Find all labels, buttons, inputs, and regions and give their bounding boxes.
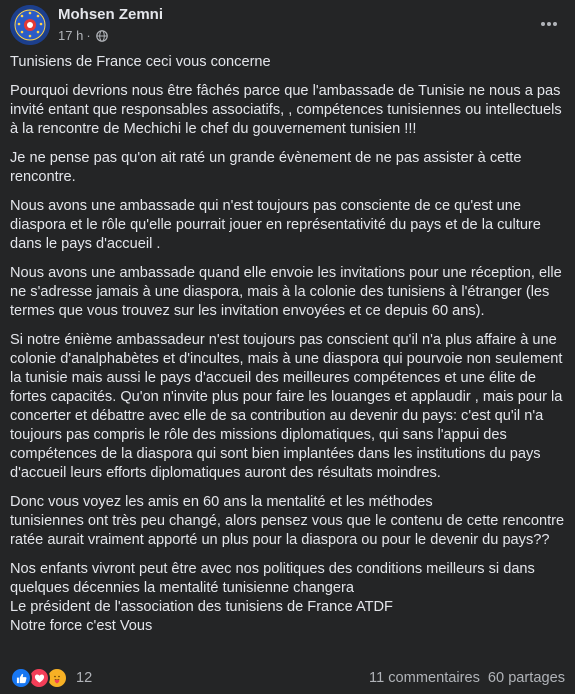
post-meta: [58, 28, 108, 43]
reactions-summary[interactable]: [10, 667, 92, 689]
avatar[interactable]: [10, 5, 50, 45]
meta-separator: ·: [86, 28, 91, 43]
reaction-count: 12: [76, 670, 93, 686]
post-header: [0, 0, 575, 52]
author-name[interactable]: Mohsen Zemni: [58, 6, 164, 23]
post-paragraph: Donc vous voyez les amis en 60 ans la mentalité et les méthodes tunisiennes ont très peu changé, alors pensez vous que le contenu de cette rencontre ratée aurait vraiment apporté un plus pour la diaspora ou pour le devenir du pays??: [10, 494, 565, 548]
post-paragraph: Nous avons une ambassade qui n'est toujours pas consciente de ce qu'est une diaspora et le rôle qu'elle pourrait jouer en représentativité du pays et de la culture dans le pays d'accueil .: [10, 198, 541, 252]
post-footer: [10, 666, 565, 690]
comments-count[interactable]: 11 commentaires: [369, 670, 480, 686]
like-icon: [10, 667, 32, 689]
post-stats: [369, 670, 565, 686]
post-paragraph: Pourquoi devrions nous être fâchés parce que l'ambassade de Tunisie ne nous a pas invité entant que responsables associatifs, , compétences tunisiennes ou intellectuels à la rencontre de Mechichi le chef du gouvernement tunisien !!!: [10, 83, 562, 137]
post-paragraph: Si notre énième ambassadeur n'est toujours pas conscient qu'il n'a plus affaire à une colonie d'analphabètes et d'incultes, mais à une diaspora qui pourvoie non seulement la tunisie mais aussi le pays d'accueil des meilleures compétences et une élite de fortes capacités. Qu'on n'invite plus pour faire les louanges et applaudir , mais pour la concerter et débattre avec elle de sa contribution au devenir du pays: c'est qu'il n'a toujours pas compris le rôle des missions diplomatiques, qui sans l'appui des compétences de la diaspora qui sont bien implantées dans les institutions du pays d'accueil leurs efforts diplomatiques auront des résultats moindres.: [10, 332, 563, 481]
avatar-image: [10, 5, 50, 45]
shares-count[interactable]: 60 partages: [487, 670, 565, 686]
post-text: [10, 53, 565, 646]
post-paragraph: Nous avons une ambassade quand elle envoie les invitations pour une réception, elle ne s'adresse jamais à une diaspora, mais à la colonie des tunisiens à l'étranger (les termes que vous trouvez sur les invitation envoyées et ce depuis 60 ans).: [10, 265, 562, 319]
ellipsis-icon[interactable]: [535, 12, 563, 36]
post-paragraph: Je ne pense pas qu'on ait raté un grande évènement de ne pas assister à cette rencontre.: [10, 150, 522, 185]
post-paragraph: Nos enfants vivront peut être avec nos politiques des conditions meilleurs si dans quelques décennies la mentalité tunisienne changera Le président de l'association des tunisiens de France ATDF Notre force c'est Vous: [10, 561, 535, 634]
timestamp[interactable]: 17 h: [58, 28, 84, 43]
globe-icon: [96, 30, 108, 42]
post-paragraph: Tunisiens de France ceci vous concerne: [10, 54, 271, 70]
